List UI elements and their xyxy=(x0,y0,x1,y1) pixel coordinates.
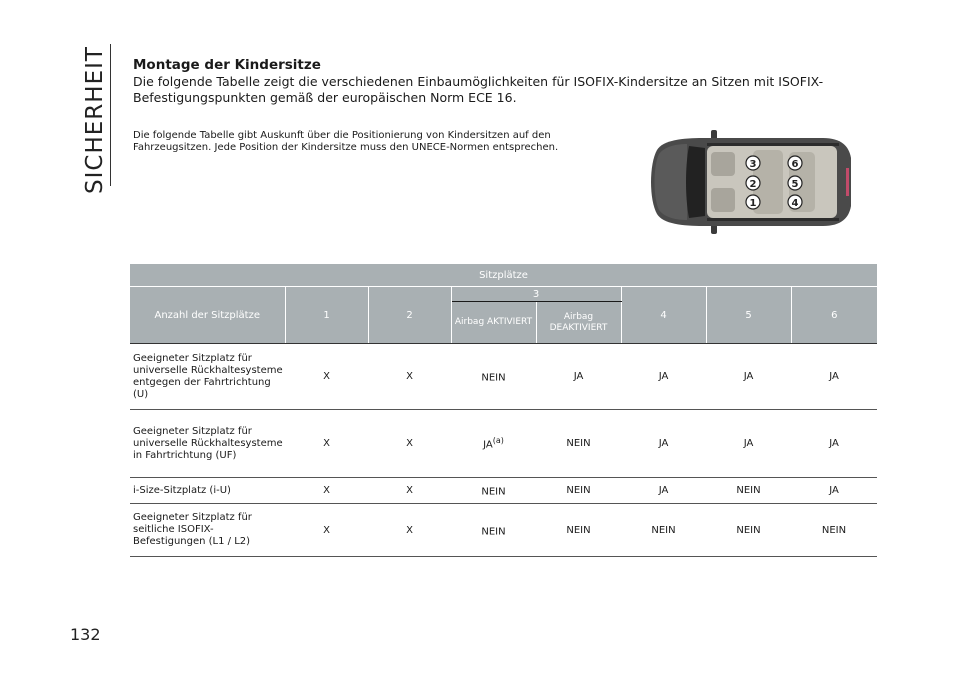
description-paragraph: Die folgende Tabelle gibt Auskunft über die Positionierung von Kindersitzen auf den Fahrzeugsitzen. Jede Position der Kindersitze muss den UNECE-Normen entsprechen. xyxy=(133,130,559,153)
seat-label-4: 4 xyxy=(791,198,799,209)
cell-seat-6: JA xyxy=(791,344,877,410)
section-heading: Montage der Kindersitze xyxy=(133,57,321,73)
table-row xyxy=(130,478,877,504)
seat-label-6: 6 xyxy=(791,159,799,170)
table-row xyxy=(130,504,877,557)
cell-seat-4: JA xyxy=(621,344,706,410)
cell-seat-3-activated: NEIN xyxy=(451,478,536,504)
cell-seat-4: JA xyxy=(621,478,706,504)
cell-seat-3-activated: NEIN xyxy=(451,504,536,557)
cell-seat-3-deactivated: NEIN xyxy=(536,504,621,557)
table-row xyxy=(130,410,877,478)
col-header-3: 3 xyxy=(451,287,621,302)
col-header-4: 4 xyxy=(621,287,706,344)
cell-seat-1: X xyxy=(285,504,368,557)
row-header-label: Anzahl der Sitzplätze xyxy=(130,287,285,344)
cell-seat-1: X xyxy=(285,410,368,478)
cell-seat-2: X xyxy=(368,410,451,478)
chapter-title: SICHERHEIT xyxy=(82,46,108,194)
seat-label-3: 3 xyxy=(749,159,757,170)
col-header-5: 5 xyxy=(706,287,791,344)
page-number: 132 xyxy=(70,625,101,644)
cell-seat-3-deactivated: JA xyxy=(536,344,621,410)
row-label: i-Size-Sitzplatz (i-U) xyxy=(130,478,285,504)
cell-seat-2: X xyxy=(368,344,451,410)
col-header-3-airbag-deactivated: Airbag DEAKTIVIERT xyxy=(536,302,621,344)
cell-seat-1: X xyxy=(285,478,368,504)
cell-seat-4: JA xyxy=(621,410,706,478)
cell-seat-3-deactivated: NEIN xyxy=(536,478,621,504)
cell-seat-6: NEIN xyxy=(791,504,877,557)
col-header-3-airbag-activated: Airbag AKTIVIERT xyxy=(451,302,536,344)
cell-seat-5: JA xyxy=(706,344,791,410)
cell-seat-5: JA xyxy=(706,410,791,478)
row-label: Geeigneter Sitzplatz für universelle Rückhaltesysteme entgegen der Fahrtrichtung (U) xyxy=(130,344,285,410)
row-label: Geeigneter Sitzplatz für universelle Rückhaltesysteme in Fahrtrichtung (UF) xyxy=(130,410,285,478)
col-header-2: 2 xyxy=(368,287,451,344)
seat-label-2: 2 xyxy=(749,179,757,190)
seat-label-5: 5 xyxy=(791,179,799,190)
intro-paragraph: Die folgende Tabelle zeigt die verschiedenen Einbaumöglichkeiten für ISOFIX-Kindersitze an Sitzen mit ISOFIX-Befestigungspunkten gemäß der europäischen Norm ECE 16. xyxy=(133,74,824,105)
car-seat-diagram xyxy=(643,128,855,236)
cell-seat-4: NEIN xyxy=(621,504,706,557)
isofix-seat-table xyxy=(130,264,877,557)
cell-seat-3-activated: JA$^{(a)}$ xyxy=(451,410,536,478)
cell-seat-2: X xyxy=(368,504,451,557)
cell-seat-2: X xyxy=(368,478,451,504)
col-header-6: 6 xyxy=(791,287,877,344)
row-label: Geeigneter Sitzplatz für seitliche ISOFIX-Befestigungen (L1 / L2) xyxy=(130,504,285,557)
cell-seat-6: JA xyxy=(791,410,877,478)
table-row xyxy=(130,344,877,410)
cell-seat-5: NEIN xyxy=(706,504,791,557)
cell-seat-1: X xyxy=(285,344,368,410)
cell-seat-3-activated: NEIN xyxy=(451,344,536,410)
cell-seat-5: NEIN xyxy=(706,478,791,504)
table-title: Sitzplätze xyxy=(130,264,877,287)
cell-seat-6: JA xyxy=(791,478,877,504)
seat-label-1: 1 xyxy=(749,198,757,209)
cell-seat-3-deactivated: NEIN xyxy=(536,410,621,478)
col-header-1: 1 xyxy=(285,287,368,344)
chapter-divider xyxy=(110,44,111,186)
